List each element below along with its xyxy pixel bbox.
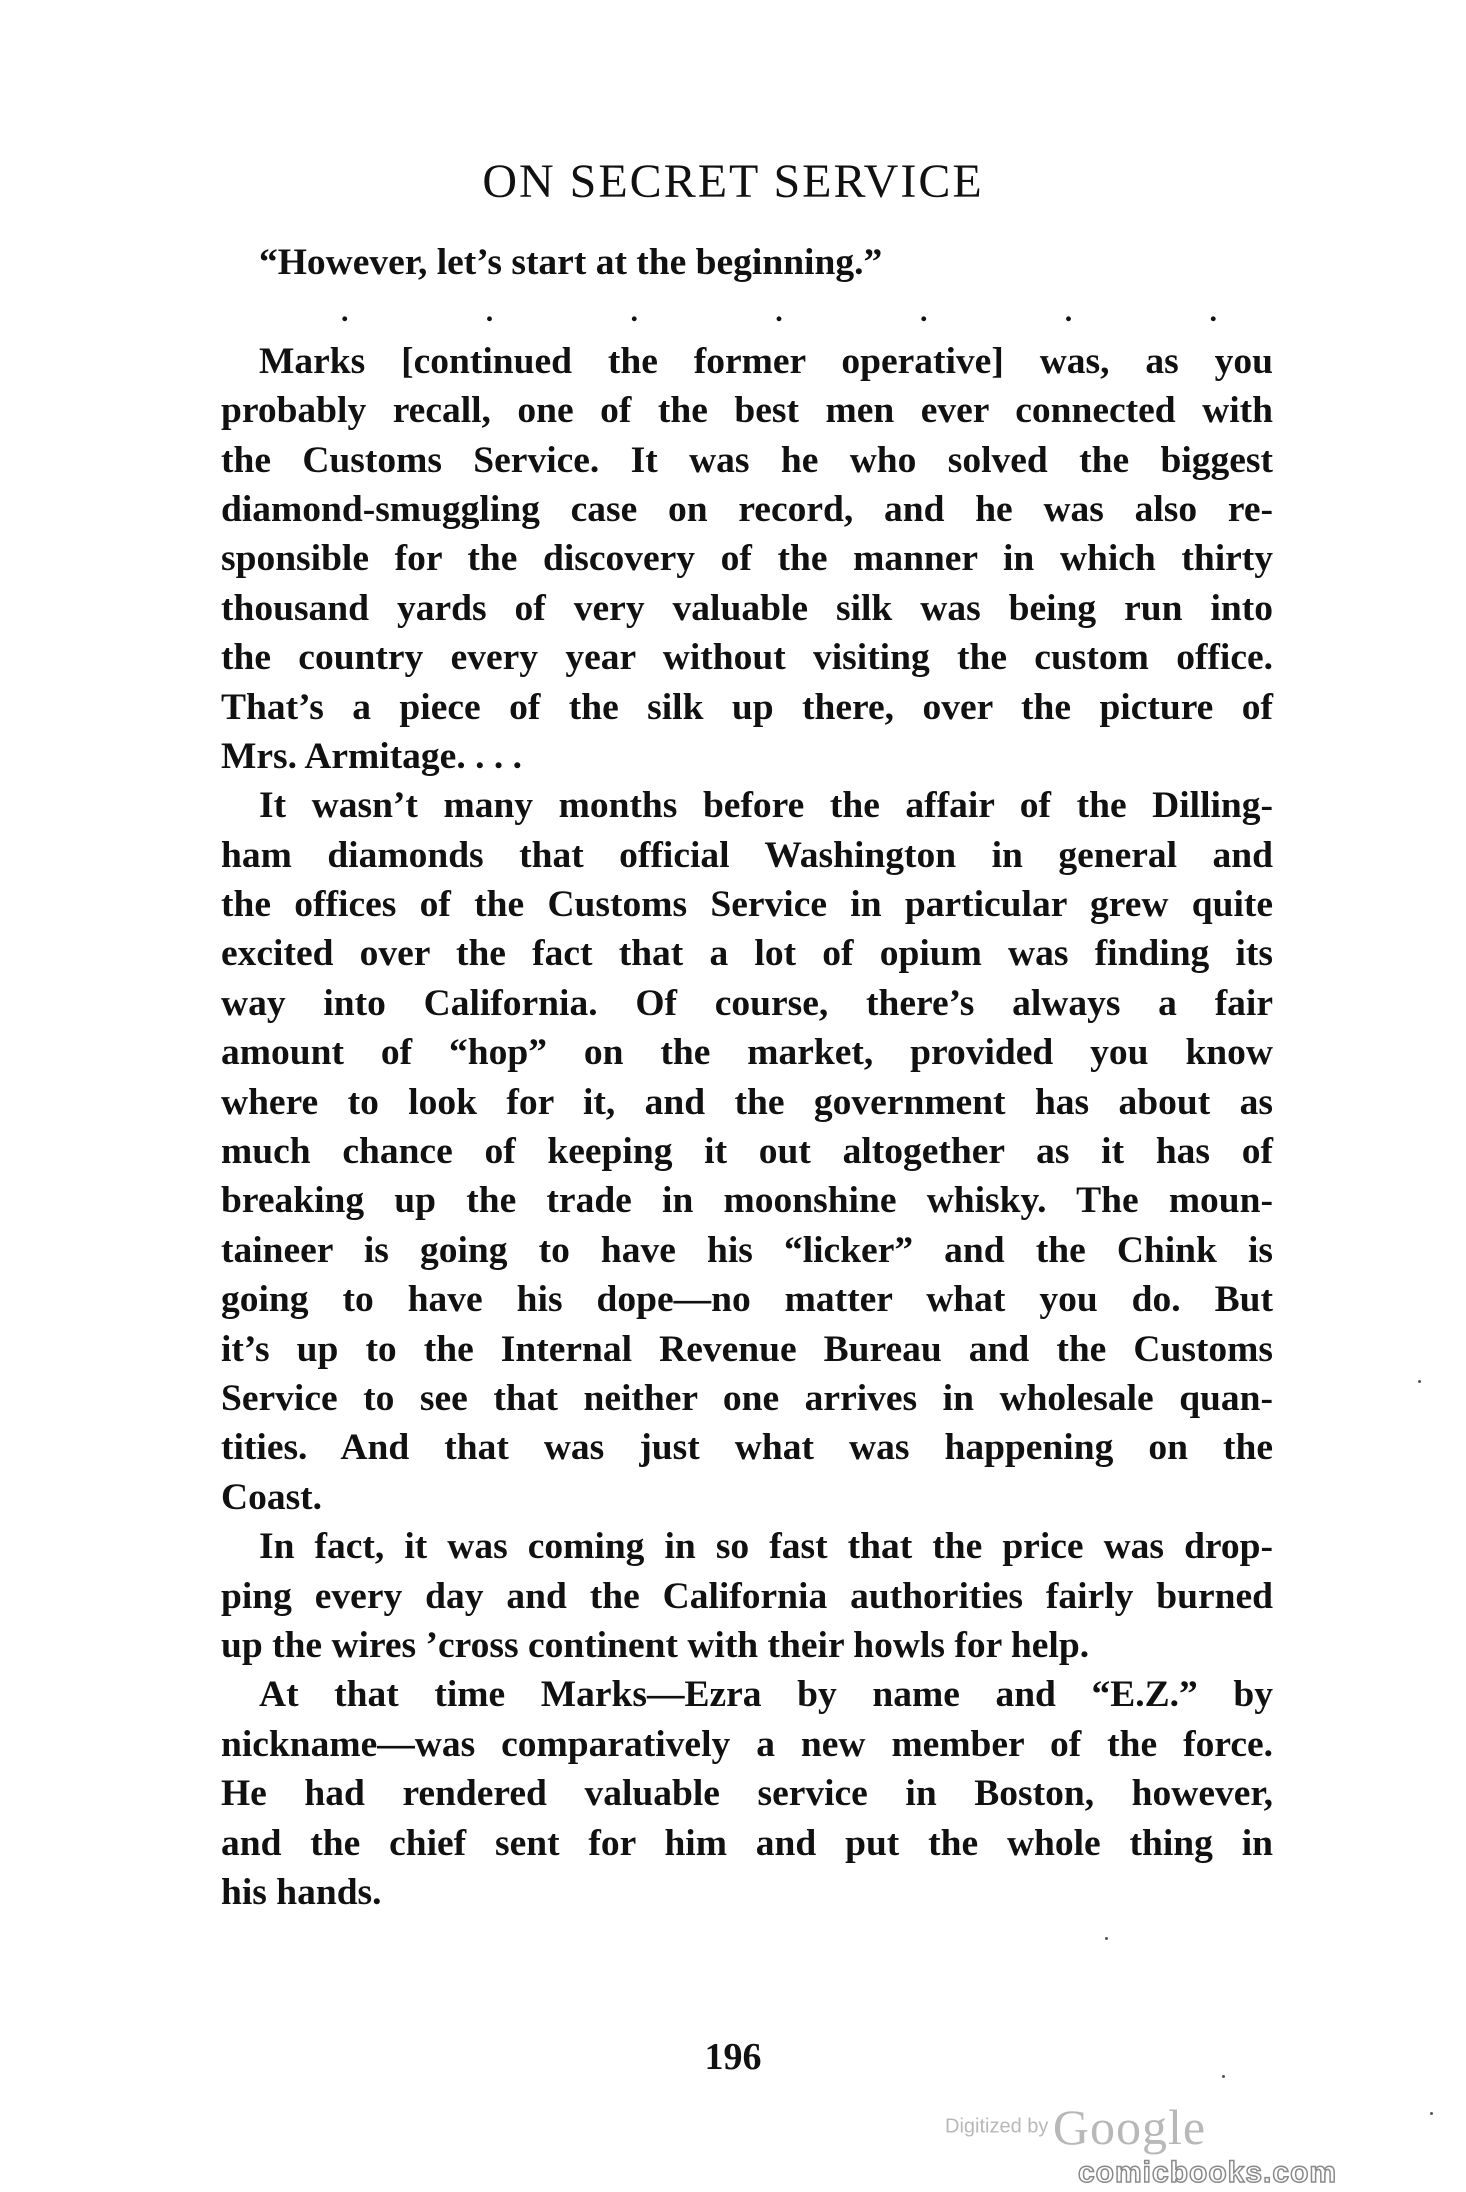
text-line: It wasn’t many months before the affair of the Dilling-: [259, 785, 1273, 827]
text-line: much chance of keeping it out altogether as it has of: [221, 1131, 1273, 1173]
scan-speck: [1418, 1380, 1421, 1383]
text-line: At that time Marks—Ezra by name and “E.Z.” by: [259, 1674, 1273, 1716]
text-line: going to have his dope—no matter what you do. But: [221, 1279, 1273, 1321]
text-line: That’s a piece of the silk up there, over the picture of: [221, 686, 1273, 728]
text-line: ping every day and the California authorities fairly burned: [221, 1575, 1273, 1617]
section-break-dot: .: [775, 295, 783, 329]
section-break-dot: .: [485, 295, 494, 329]
text-line: way into California. Of course, there’s always a fair: [221, 982, 1273, 1024]
text-line: the country every year without visiting the custom office.: [221, 637, 1273, 679]
paragraph: [221, 1670, 1273, 1917]
text-line: the Customs Service. It was he who solved the biggest: [221, 439, 1273, 481]
section-break-dot: .: [1064, 295, 1073, 329]
text-line: Coast.: [221, 1476, 323, 1518]
text-line: breaking up the trade in moonshine whisky. The moun-: [221, 1180, 1273, 1222]
paragraph: [221, 1522, 1273, 1670]
scan-speck: [1105, 1937, 1108, 1940]
text-line: taineer is going to have his “licker” and the Chink is: [221, 1229, 1273, 1271]
body-text: [221, 238, 1273, 1917]
digitized-by-google-stamp: [945, 2098, 1206, 2156]
opening-line: “However, let’s start at the beginning.”: [259, 242, 883, 283]
text-line: his hands.: [221, 1871, 382, 1913]
text-line: probably recall, one of the best men ever connected with: [221, 390, 1273, 432]
running-title: ON SECRET SERVICE: [482, 155, 984, 208]
text-line: Mrs. Armitage. . . .: [221, 735, 522, 777]
text-line: diamond-smuggling case on record, and he was also re-: [221, 488, 1273, 530]
text-line: where to look for it, and the government has about as: [221, 1081, 1273, 1123]
section-break-dot: .: [341, 295, 349, 329]
section-break-dot: .: [630, 295, 638, 329]
section-break-dot: .: [1209, 295, 1217, 329]
text-line: nickname—was comparatively a new member of the force.: [221, 1723, 1273, 1765]
text-line: thousand yards of very valuable silk was being run into: [221, 587, 1273, 629]
scan-speck: [1430, 2112, 1433, 2115]
scan-speck: [1222, 2075, 1225, 2078]
text-line: amount of “hop” on the market, provided you know: [221, 1032, 1273, 1074]
text-line: it’s up to the Internal Revenue Bureau and the Customs: [221, 1328, 1273, 1370]
page-number: 196: [704, 2036, 762, 2078]
text-line: sponsible for the discovery of the manner in which thirty: [221, 538, 1273, 580]
digitized-prefix: Digitized by: [945, 2115, 1049, 2138]
text-line: and the chief sent for him and put the whole thing in: [221, 1822, 1273, 1864]
text-line: excited over the fact that a lot of opium was finding its: [221, 933, 1273, 975]
paragraph: [221, 337, 1273, 782]
comicbooks-watermark: comicbooks.com: [1078, 2156, 1338, 2189]
text-line: Marks [continued the former operative] was, as you: [259, 340, 1273, 382]
text-line: tities. And that was just what was happening on the: [221, 1427, 1273, 1469]
paragraph: [221, 781, 1273, 1522]
google-logo-text: Google: [1052, 2099, 1207, 2155]
text-line: In fact, it was coming in so fast that the price was drop-: [259, 1526, 1273, 1568]
section-break: [341, 287, 1217, 336]
text-line: up the wires ’cross continent with their howls for help.: [221, 1624, 1090, 1666]
text-line: ham diamonds that official Washington in general and: [221, 834, 1273, 876]
section-break-dot: .: [920, 295, 928, 329]
text-line: Service to see that neither one arrives in wholesale quan-: [221, 1377, 1273, 1419]
text-line: the offices of the Customs Service in particular grew quite: [221, 884, 1273, 926]
text-line: He had rendered valuable service in Boston, however,: [221, 1773, 1273, 1815]
